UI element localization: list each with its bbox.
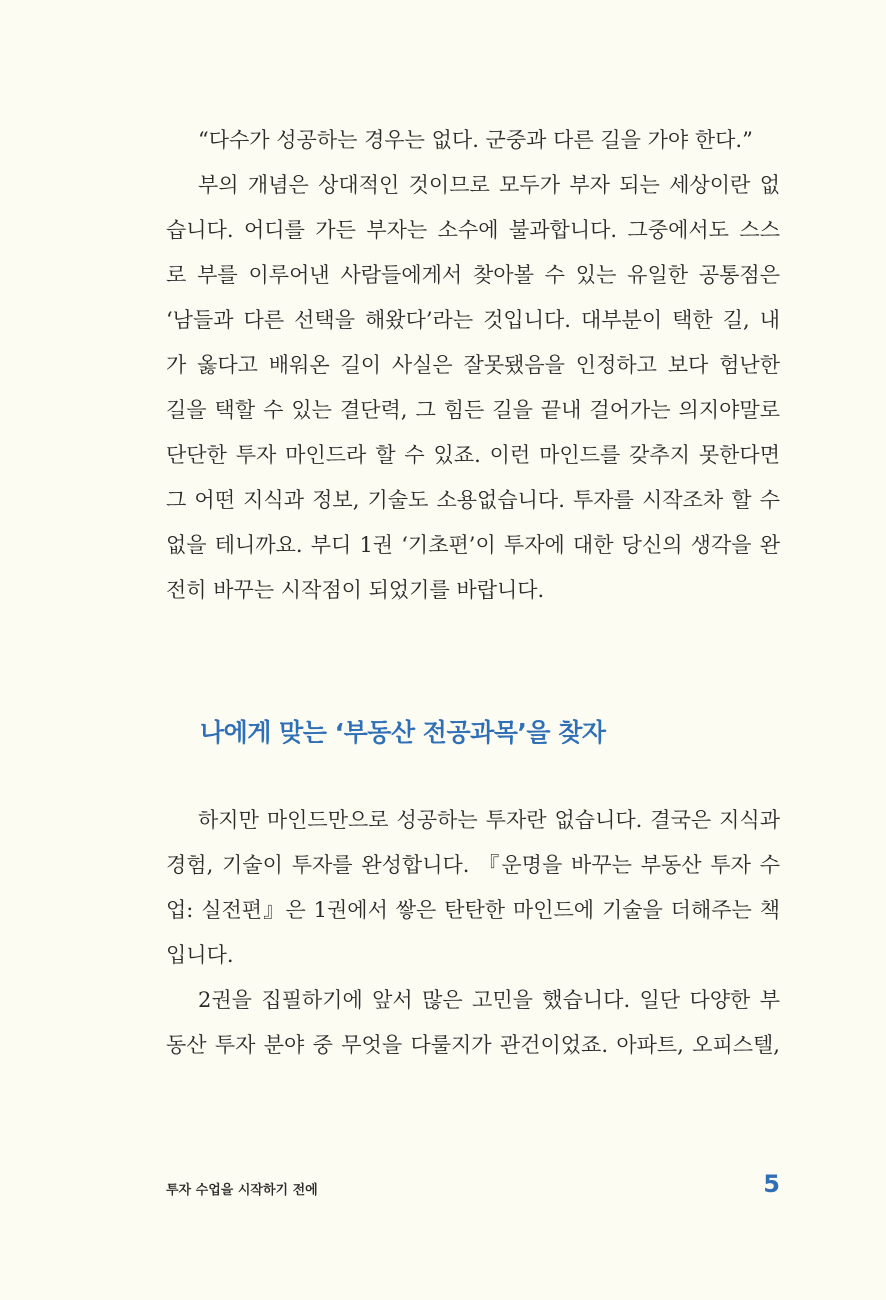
paragraph-line: 업: 실전편』은 1권에서 쌓은 탄탄한 마인드에 기술을 더해주는 책 bbox=[166, 898, 780, 922]
paragraph-line: 없을 테니까요. 부디 1권 ‘기초편’이 투자에 대한 당신의 생각을 완 bbox=[166, 533, 780, 557]
running-footer-title: 투자 수업을 시작하기 전에 bbox=[166, 1183, 318, 1198]
body-text-block-2 bbox=[166, 798, 780, 1068]
paragraph-line: 경험, 기술이 투자를 완성합니다. 『운명을 바꾸는 부동산 투자 수 bbox=[166, 853, 780, 877]
paragraph-line: 가 옳다고 배워온 길이 사실은 잘못됐음을 인정하고 보다 험난한 bbox=[166, 353, 780, 377]
page-number: 5 bbox=[763, 1170, 780, 1198]
paragraph-line: 하지만 마인드만으로 성공하는 투자란 없습니다. 결국은 지식과 bbox=[198, 808, 780, 832]
paragraph-line: 길을 택할 수 있는 결단력, 그 힘든 길을 끝내 걸어가는 의지야말로 bbox=[166, 398, 780, 422]
paragraph-line: 습니다. 어디를 가든 부자는 소수에 불과합니다. 그중에서도 스스 bbox=[166, 218, 780, 242]
paragraph-line: 그 어떤 지식과 정보, 기술도 소용없습니다. 투자를 시작조차 할 수 bbox=[166, 488, 780, 512]
paragraph-line: 단단한 투자 마인드라 할 수 있죠. 이런 마인드를 갖추지 못한다면 bbox=[166, 443, 780, 467]
paragraph-line: 입니다. bbox=[166, 943, 234, 967]
paragraph-line: 2권을 집필하기에 앞서 많은 고민을 했습니다. 일단 다양한 부 bbox=[198, 988, 780, 1012]
paragraph-line: 부의 개념은 상대적인 것이므로 모두가 부자 되는 세상이란 없 bbox=[198, 173, 780, 197]
body-text-block-1 bbox=[166, 118, 780, 613]
quote-line: “다수가 성공하는 경우는 없다. 군중과 다른 길을 가야 한다.” bbox=[198, 128, 753, 152]
paragraph-line: 동산 투자 분야 중 무엇을 다룰지가 관건이었죠. 아파트, 오피스텔, bbox=[166, 1033, 780, 1057]
paragraph-line: 로 부를 이루어낸 사람들에게서 찾아볼 수 있는 유일한 공통점은 bbox=[166, 263, 780, 287]
section-heading: 나에게 맞는 ‘부동산 전공과목’을 찾자 bbox=[200, 718, 606, 747]
paragraph-line: 전히 바꾸는 시작점이 되었기를 바랍니다. bbox=[166, 578, 545, 602]
paragraph-line: ‘남들과 다른 선택을 해왔다’라는 것입니다. 대부분이 택한 길, 내 bbox=[166, 308, 780, 332]
